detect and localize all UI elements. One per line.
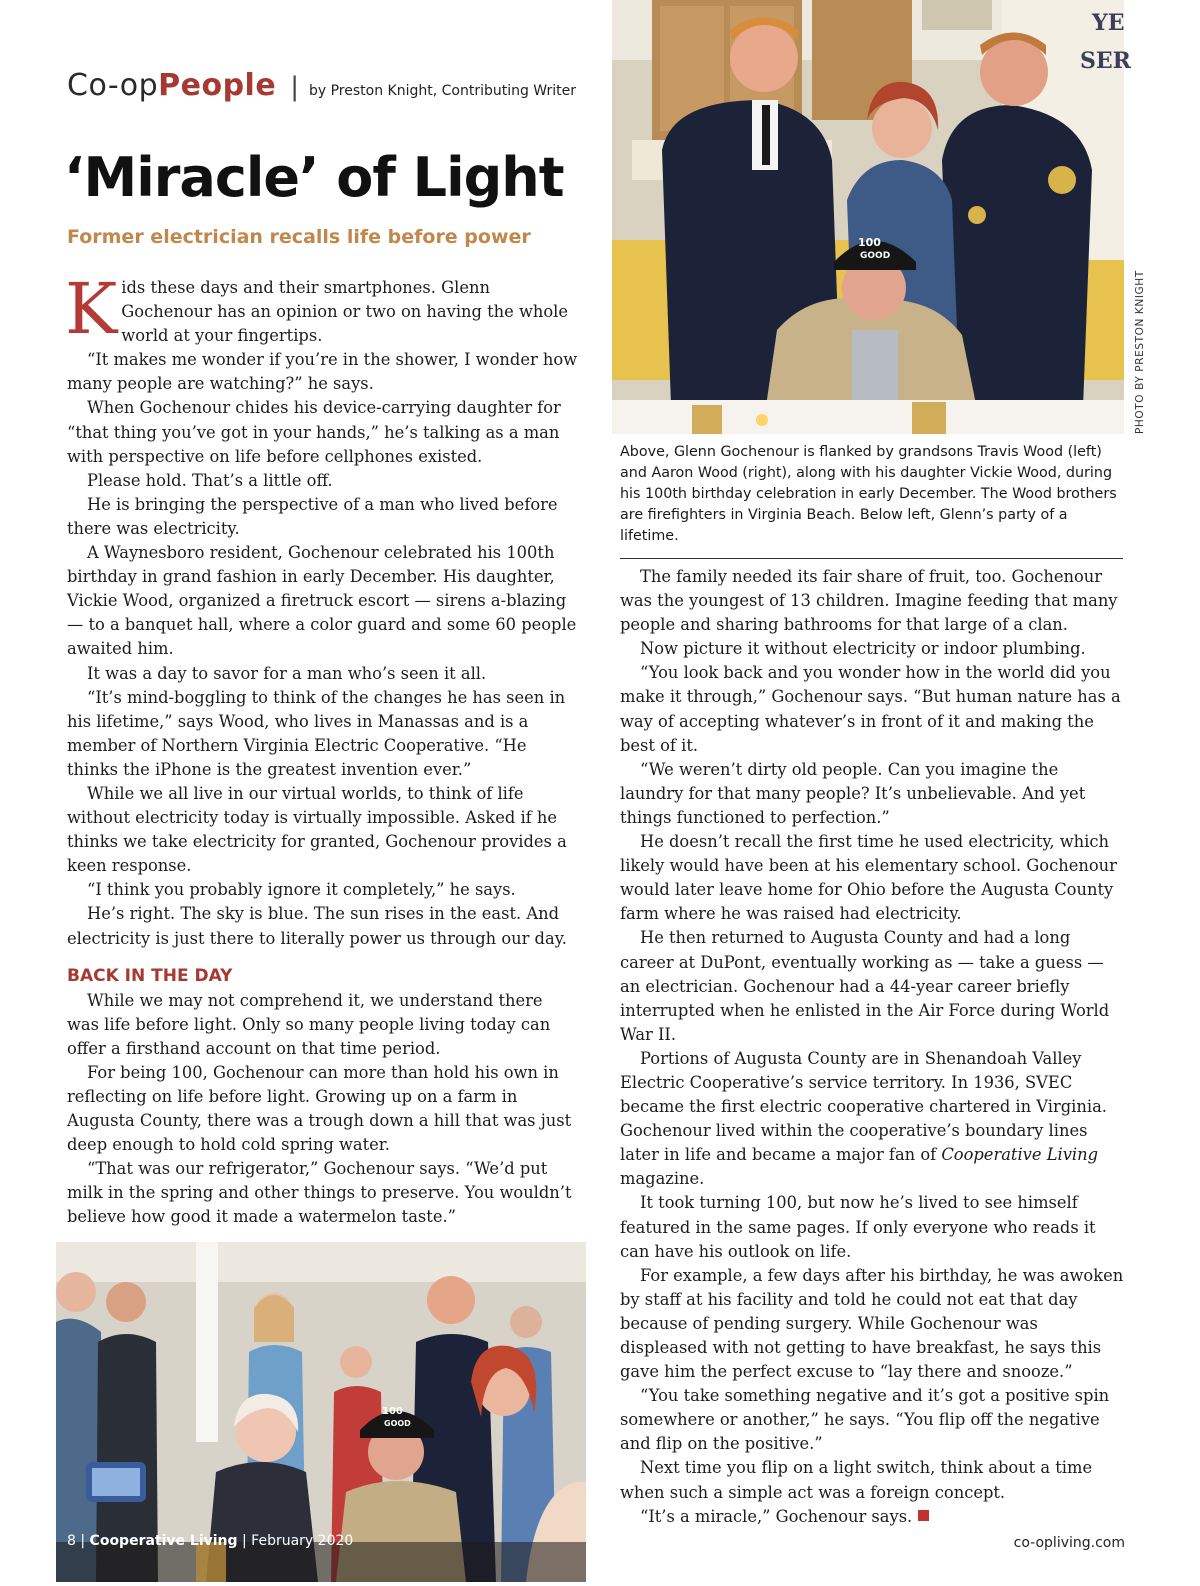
page-number: 8 (67, 1533, 76, 1549)
paragraph: It took turning 100, but now he’s lived to see himself featured in the same pages. If only everyone who reads it can have his outlook on life. (620, 1193, 1096, 1261)
paragraph: “That was our refrigerator,” Gochenour says. “We’d put milk in the spring and other things to preserve. You wouldn’t believe how good it made a watermelon taste.” (67, 1159, 572, 1227)
dropcap: K (65, 268, 118, 350)
end-mark (918, 1510, 929, 1521)
photo-party (56, 1242, 586, 1582)
wall-letters-2: SER (1080, 48, 1131, 74)
paragraph: “I think you probably ignore it completely,” he says. (87, 880, 516, 900)
lead-paragraph (65, 268, 579, 350)
subhead: BACK IN THE DAY (67, 965, 233, 986)
paragraph: “It’s mind-boggling to think of the changes he has seen in his lifetime,” says Wood, who lives in Manassas and is a member of Northern Virginia Electric Cooperative. “He thinks the iPhone is the greatest invention ever.” (67, 687, 566, 779)
cap-text-2: GOOD (860, 251, 891, 261)
svec-paragraph-end: magazine. (620, 1169, 705, 1189)
paragraph: He’s right. The sky is blue. The sun rises in the east. And electricity is just there to literally power us through our day. (67, 904, 567, 948)
right-paragraphs-2 (620, 1191, 1125, 1504)
party-cap-text-2: GOOD (384, 1419, 411, 1428)
paragraph: Now picture it without electricity or indoor plumbing. (640, 639, 1086, 659)
paragraph: While we all live in our virtual worlds, to think of life without electricity today is virtually impossible. Asked if he thinks we take electricity for granted, Gochenour provides a keen response. (67, 783, 567, 876)
paragraph: He is bringing the perspective of a man who lived before there was electricity. (67, 494, 558, 538)
headline: ‘Miracle’ of Light (64, 146, 564, 209)
photo-birthday-group-image (612, 0, 1131, 434)
photo-credit: PHOTO BY PRESTON KNIGHT (1134, 270, 1146, 434)
paragraph: “We weren’t dirty old people. Can you imagine the laundry for that many people? It’s unbelievable. And yet things functioned to perfection.” (620, 759, 1086, 827)
deck: Former electrician recalls life before power (67, 226, 531, 248)
footer-sep-2: | (237, 1533, 252, 1549)
paragraph: He doesn’t recall the first time he used electricity, which likely would have been at his elementary school. Gochenour would later leave home for Ohio before the Augusta County farm where he was raised had electricity. (620, 832, 1117, 924)
section-prefix: Co-op (67, 68, 159, 103)
article-column-left (65, 268, 579, 1230)
header-separator: | (290, 72, 299, 102)
paragraph: “You take something negative and it’s got a positive spin somewhere or another,” he says. “You flip off the negative and flip on the positive.” (620, 1386, 1110, 1454)
party-cap-text-1: 100 (382, 1406, 403, 1417)
left-paragraphs-2 (67, 989, 579, 1230)
lead-paragraph-text: ids these days and their smartphones. Glenn Gochenour has an opinion or two on having the whole world at your fingertips. (121, 278, 569, 346)
left-paragraphs (67, 348, 579, 950)
paragraph: “It makes me wonder if you’re in the shower, I wonder how many people are watching?” he says. (67, 350, 578, 394)
paragraph: “You look back and you wonder how in the world did you make it through,” Gochenour says. “But human nature has a way of accepting whatever’s in front of it and making the best of it. (620, 663, 1121, 755)
photo-party-image (56, 1242, 586, 1582)
wall-letters-1: YE (1092, 10, 1125, 36)
magazine-title: Cooperative Living (941, 1145, 1099, 1165)
paragraph: It was a day to savor for a man who’s seen it all. (87, 663, 487, 683)
svec-paragraph-text: Portions of Augusta County are in Shenandoah Valley Electric Cooperative’s service territory. In 1936, SVEC became the first electric cooperative chartered in Virginia. Gochenour lived within the cooperative’s boundary lines later in life and became a major fan of (620, 1048, 1107, 1165)
paragraph: Please hold. That’s a little off. (87, 470, 333, 490)
footer-issue: February 2020 (251, 1533, 354, 1549)
final-paragraph (620, 1505, 1125, 1529)
paragraph: Next time you flip on a light switch, think about a time when such a simple act was a foreign concept. (620, 1458, 1093, 1502)
paragraph: The family needed its fair share of fruit, too. Gochenour was the youngest of 13 children. Imagine feeding that many people and sharing bathrooms for that large of a clan. (620, 567, 1118, 635)
paragraph: While we may not comprehend it, we understand there was life before light. Only so many people living today can offer a firsthand account on that time period. (67, 990, 551, 1058)
right-paragraphs (620, 565, 1125, 1047)
footer-sep-1: | (75, 1533, 90, 1549)
footer-website: co-opliving.com (1013, 1535, 1125, 1551)
paragraph: For being 100, Gochenour can more than hold his own in reflecting on life before light. Growing up on a farm in Augusta County, there was a trough down a hill that was just deep enough to hold cold spring water. (67, 1062, 572, 1155)
paragraph: He then returned to Augusta County and had a long career at DuPont, eventually working as — take a guess — an electrician. Gochenour had a 44-year career briefly interrupted when he enlisted in the Air Force during World War II. (620, 928, 1110, 1044)
caption-rule (620, 558, 1123, 559)
paragraph: When Gochenour chides his device-carrying daughter for “that thing you’ve got in your hands,” he’s talking as a man with perspective on life before cellphones existed. (67, 398, 561, 466)
photo-caption: Above, Glenn Gochenour is flanked by grandsons Travis Wood (left) and Aaron Wood (right), along with his daughter Vickie Wood, during his 100th birthday celebration in early December. The Wood brothers are firefighters in Virginia Beach. Below left, Glenn’s party of a lifetime. (620, 444, 1117, 544)
final-paragraph-text: “It’s a miracle,” Gochenour says. (640, 1506, 913, 1526)
paragraph: A Waynesboro resident, Gochenour celebrated his 100th birthday in grand fashion in early December. His daughter, Vickie Wood, organized a firetruck escort — sirens a-blazing — to a banquet hall, where a color guard and some 60 people awaited him. (67, 543, 577, 659)
cap-text-1: 100 (858, 236, 881, 249)
svec-paragraph (620, 1047, 1125, 1192)
paragraph: For example, a few days after his birthday, he was awoken by staff at his facility and told he could not eat that day because of pending surgery. While Gochenour was displeased with not getting to have breakfast, he says this gave him the perfect excuse to “lay there and snooze.” (620, 1265, 1124, 1382)
article-column-right (620, 565, 1125, 1529)
footer-magazine: Cooperative Living (89, 1533, 238, 1549)
photo-birthday-group (612, 0, 1131, 434)
section-header (67, 68, 597, 108)
section-name: People (158, 68, 277, 103)
footer-page-info (67, 1533, 353, 1549)
byline: by Preston Knight, Contributing Writer (308, 83, 577, 99)
